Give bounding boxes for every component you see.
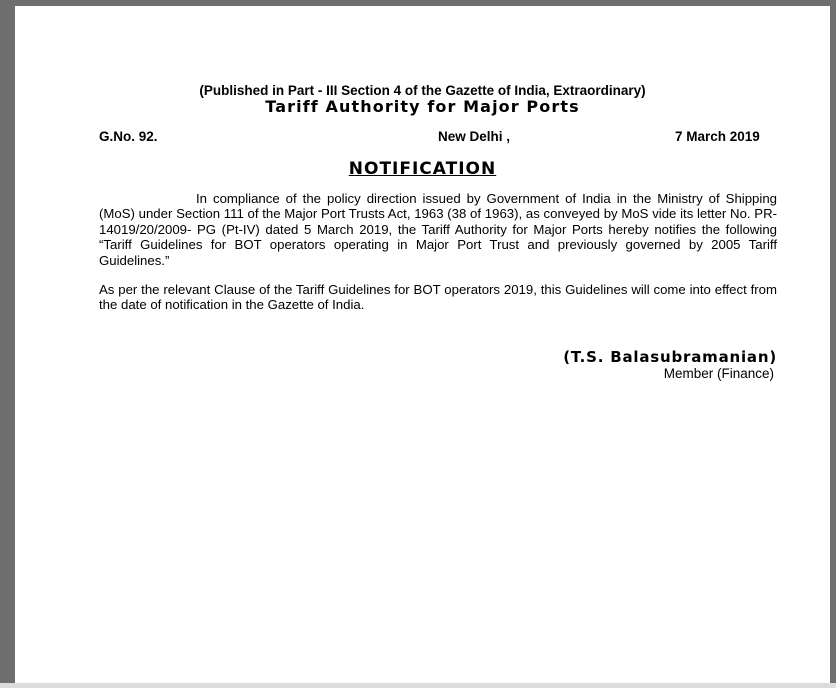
place: New Delhi , — [438, 129, 511, 144]
signatory-name: (T.S. Balasubramanian) — [563, 348, 777, 366]
gazette-number: G.No. 92. — [99, 129, 158, 144]
notification-title: NOTIFICATION — [348, 159, 497, 179]
notification-date: 7 March 2019 — [675, 129, 760, 144]
horizontal-scrollbar[interactable] — [0, 683, 836, 688]
body-paragraph-1: In compliance of the policy direction issued by Government of India in the Ministry of Shipping (MoS) under Section 111 of the Major Port Trusts Act, 1963 (38 of 1963), as conveyed by MoS vide its letter No. PR-14019/20/2009- PG (Pt-IV) dated 5 March 2019, the Tariff Authority for Major Ports hereby notifies the following “Tariff Guidelines for BOT operators operating in Major Port Trust and previously governed by 2005 Tariff Guidelines.” — [99, 191, 777, 268]
body-paragraph-2: As per the relevant Clause of the Tariff Guidelines for BOT operators 2019, this Guidelines will come into effect from the date of notification in the Gazette of India. — [99, 282, 777, 313]
gazette-publication-line: (Published in Part - III Section 4 of the Gazette of India, Extraordinary) — [199, 83, 646, 98]
signatory-designation: Member (Finance) — [663, 366, 774, 381]
document-page — [15, 6, 830, 688]
authority-name: Tariff Authority for Major Ports — [265, 97, 580, 116]
